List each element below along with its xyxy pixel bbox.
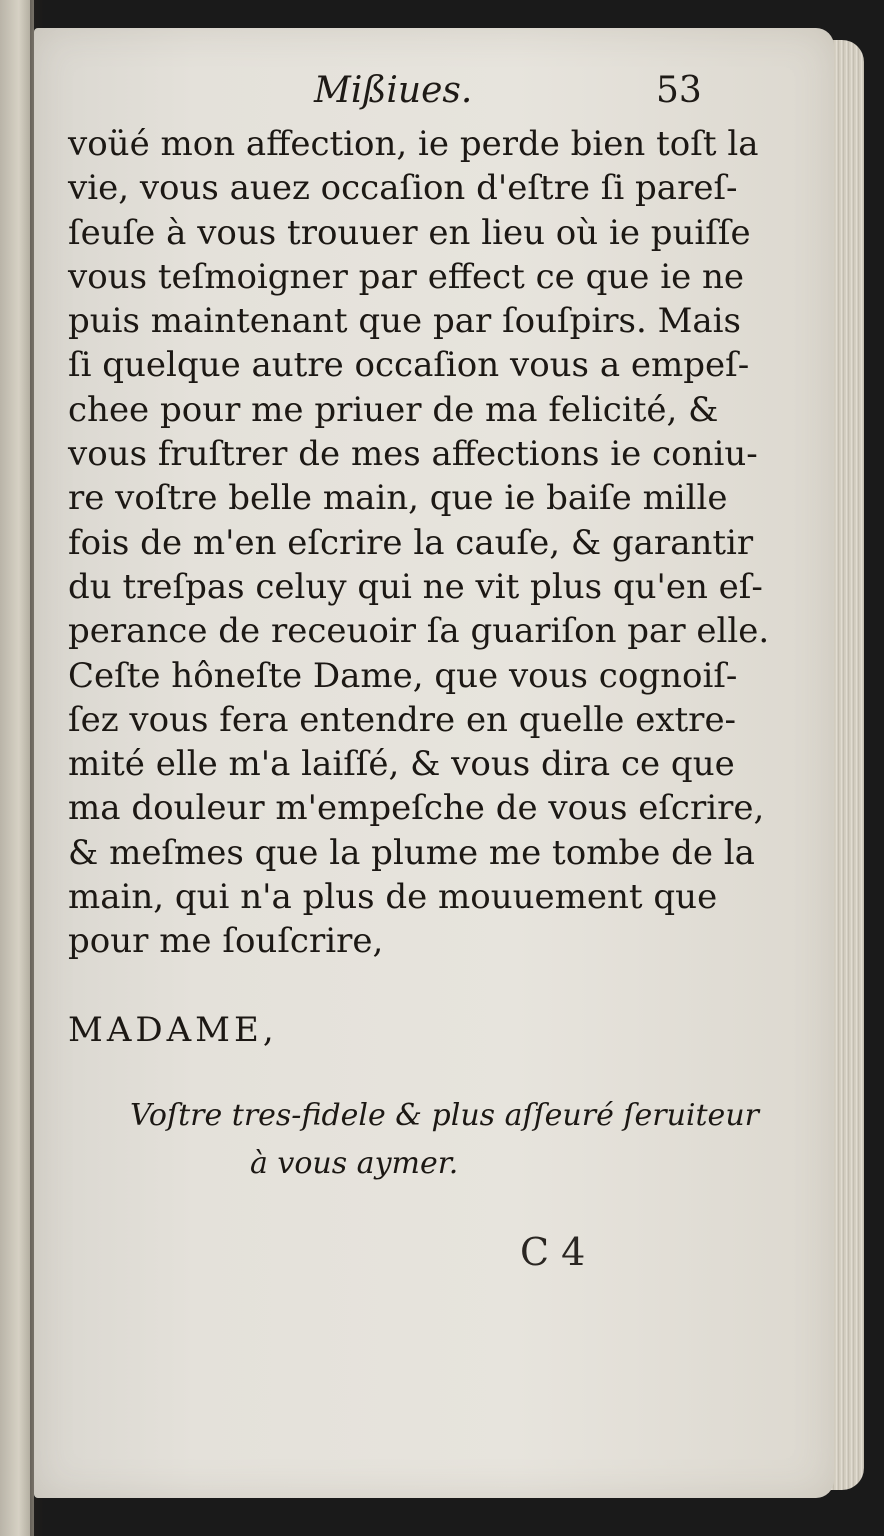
body-line: ſez vous fera entendre en quelle extre- bbox=[68, 699, 737, 740]
body-line: & meſmes que la plume me tombe de la bbox=[68, 832, 755, 873]
page-header bbox=[34, 70, 834, 120]
body-line: du treſpas celuy qui ne vit plus qu'en eſ- bbox=[68, 566, 763, 607]
signature-mark: C 4 bbox=[520, 1230, 586, 1274]
body-line: re voſtre belle main, que ie baiſe mille bbox=[68, 478, 728, 519]
signature-line: Voſtre tres-fidele & plus aſſeuré ſeruiteur bbox=[130, 1098, 759, 1133]
body-line: chee pour me priuer de ma felicité, & bbox=[68, 389, 719, 430]
body-line: fois de m'en eſcrire la cauſe, & garantir bbox=[68, 522, 754, 563]
body-line: ſeuſe à vous trouuer en lieu où ie puiſſe bbox=[68, 212, 751, 253]
body-line: Ceſte hôneſte Dame, que vous cognoiſ- bbox=[68, 655, 738, 696]
body-line: mité elle m'a laiſſé, & vous dira ce que bbox=[68, 744, 735, 785]
body-line: puis maintenant que par ſouſpirs. Mais bbox=[68, 301, 741, 342]
page-number: 53 bbox=[656, 70, 702, 111]
body-line: voüé mon affection, ie perde bien toſt la bbox=[68, 124, 759, 164]
body-line: ſi quelque autre occaſion vous a empeſ- bbox=[68, 345, 750, 386]
body-line: vous fruſtrer de mes affections ie coniu- bbox=[68, 434, 758, 475]
body-line: ma douleur m'empeſche de vous eſcrire, bbox=[68, 788, 765, 829]
body-line: vous teſmoigner par effect ce que ie ne bbox=[68, 256, 745, 297]
body-line: perance de receuoir ſa guariſon par elle. bbox=[68, 611, 770, 652]
letter-body bbox=[68, 122, 770, 964]
running-head: Mißiues. bbox=[314, 70, 473, 111]
salutation: MADAME, bbox=[68, 1010, 278, 1050]
body-line: vie, vous auez occaſion d'eſtre ſi pareſ- bbox=[68, 168, 738, 209]
signature-block bbox=[130, 1092, 759, 1188]
body-line: pour me ſouſcrire, bbox=[68, 921, 384, 962]
signature-line: à vous aymer. bbox=[250, 1146, 459, 1181]
body-line: main, qui n'a plus de mouuement que bbox=[68, 877, 718, 918]
left-page-edge bbox=[0, 0, 34, 1536]
